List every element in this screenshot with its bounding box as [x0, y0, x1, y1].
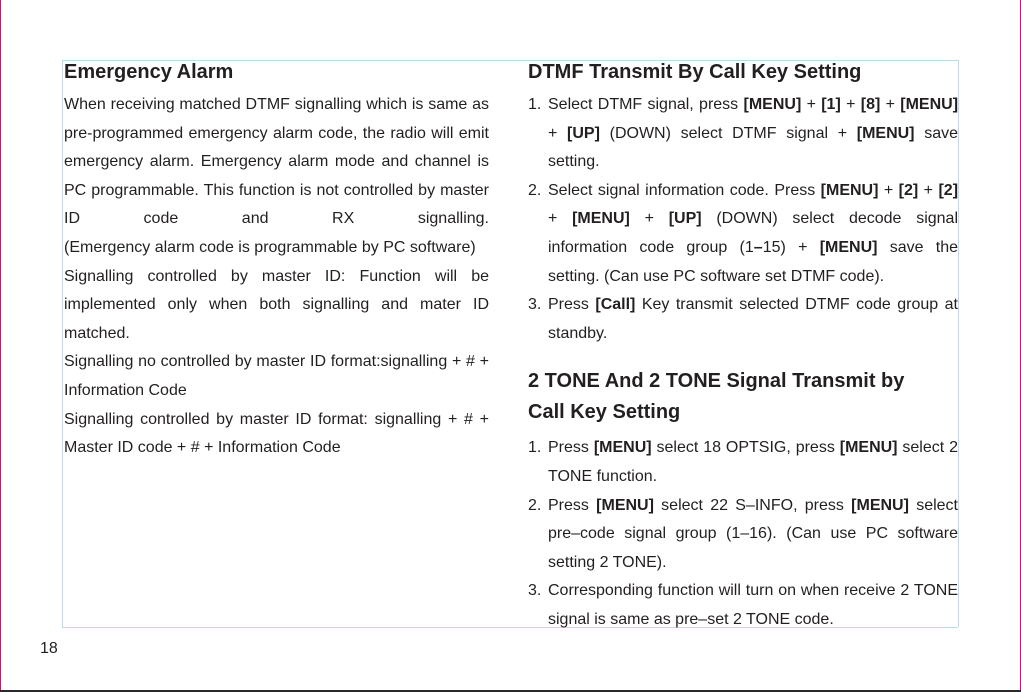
step-number: 3. [528, 582, 542, 600]
step-text: (DOWN) select decode signal information code group (1 [548, 210, 958, 256]
step-text: + [880, 96, 901, 113]
step-text: select pre–code signal group (1–16). (Can use PC software setting 2 TONE). [548, 496, 958, 571]
menu-key-label: [MENU] [819, 238, 878, 256]
no-master-id-format: Signalling no controlled by master ID format:signalling + # + Information Code [64, 353, 489, 399]
menu-key-label: [MENU] [596, 496, 654, 514]
content-frame-left [62, 60, 63, 627]
range-dash: – [753, 238, 763, 256]
call-key-settings-section [528, 58, 958, 635]
step-text: + [801, 96, 822, 113]
two-tone-heading [528, 366, 958, 428]
menu-key-label: [MENU] [593, 439, 652, 457]
key-8-label: [8] [860, 96, 881, 113]
emergency-alarm-section [64, 58, 489, 463]
step-number: 1. [528, 439, 542, 457]
call-key-label: [Call] [595, 296, 636, 314]
step-text: 15) + [762, 238, 820, 256]
step-number: 1. [528, 96, 542, 113]
menu-key-label: [MENU] [743, 96, 802, 113]
emergency-alarm-heading: Emergency Alarm [64, 61, 234, 83]
step-text: + [548, 124, 568, 142]
page-number: 18 [40, 640, 58, 657]
key-1-label: [1] [821, 96, 841, 113]
menu-key-label: [MENU] [572, 210, 630, 228]
step-text: select 22 S–INFO, press [653, 496, 852, 514]
menu-key-label: [MENU] [851, 496, 909, 514]
step-text: Corresponding function will turn on when receive 2 TONE signal is same as pre–set 2 TONE code. [548, 582, 958, 628]
page-edge-left [0, 0, 1, 692]
two-tone-heading-line-1: 2 TONE And 2 TONE Signal Transmit by [528, 370, 905, 393]
step-text: + [918, 181, 939, 199]
step-text: Key transmit selected DTMF code group at standby. [548, 296, 958, 342]
menu-key-label: [MENU] [856, 124, 915, 142]
step-text: + [840, 96, 861, 113]
step-text: select 18 OPTSIG, press [651, 439, 840, 457]
step-text: save the setting. (Can use PC software set DTMF code). [548, 238, 959, 285]
two-tone-step-3 [528, 577, 958, 634]
key-2-label: [2] [898, 181, 919, 199]
menu-key-label: [MENU] [900, 96, 959, 113]
step-text: Press [548, 296, 596, 314]
step-text: Select signal information code. Press [548, 181, 821, 199]
dtmf-step-1 [528, 91, 958, 177]
emergency-alarm-paragraph: When receiving matched DTMF signalling which is same as pre-programmed emergency alarm code, the radio will emit emergency alarm. Emergency alarm mode and channel is PC programmable. This function is not controlled by master ID code and RX signalling. [64, 96, 489, 228]
dtmf-heading: DTMF Transmit By Call Key Setting [528, 61, 862, 83]
step-number: 3. [528, 296, 542, 314]
step-text: (DOWN) select DTMF signal + [599, 124, 857, 142]
menu-key-label: [MENU] [839, 439, 898, 457]
master-id-paragraph: Signalling controlled by master ID: Function will be implemented only when both signalling and mater ID matched. [64, 267, 489, 342]
up-key-label: [UP] [668, 210, 702, 228]
dtmf-step-3 [528, 291, 958, 348]
step-number: 2. [528, 181, 542, 199]
key-2-label: [2] [938, 181, 959, 199]
emergency-alarm-note: (Emergency alarm code is programmable by PC software) [64, 238, 476, 256]
two-tone-steps-list [528, 434, 958, 634]
step-text: Press [548, 496, 597, 514]
dtmf-steps-list [528, 91, 958, 348]
step-text: Press [548, 439, 594, 457]
step-text: + [548, 210, 573, 228]
content-frame-right [958, 60, 959, 627]
step-text: + [878, 181, 899, 199]
master-id-format: Signalling controlled by master ID format: signalling + # + Master ID code + # + Information Code [64, 410, 489, 457]
step-text: save setting. [548, 124, 958, 171]
step-text: select 2 TONE function. [548, 439, 959, 485]
dtmf-step-2 [528, 177, 958, 291]
two-tone-heading-line-2: Call Key Setting [528, 401, 681, 424]
step-text: Select DTMF signal, press [548, 96, 744, 113]
menu-key-label: [MENU] [820, 181, 879, 199]
up-key-label: [UP] [567, 124, 600, 142]
two-tone-step-2 [528, 492, 958, 578]
two-tone-step-1 [528, 434, 958, 491]
step-number: 2. [528, 496, 542, 514]
step-text: + [629, 210, 669, 228]
